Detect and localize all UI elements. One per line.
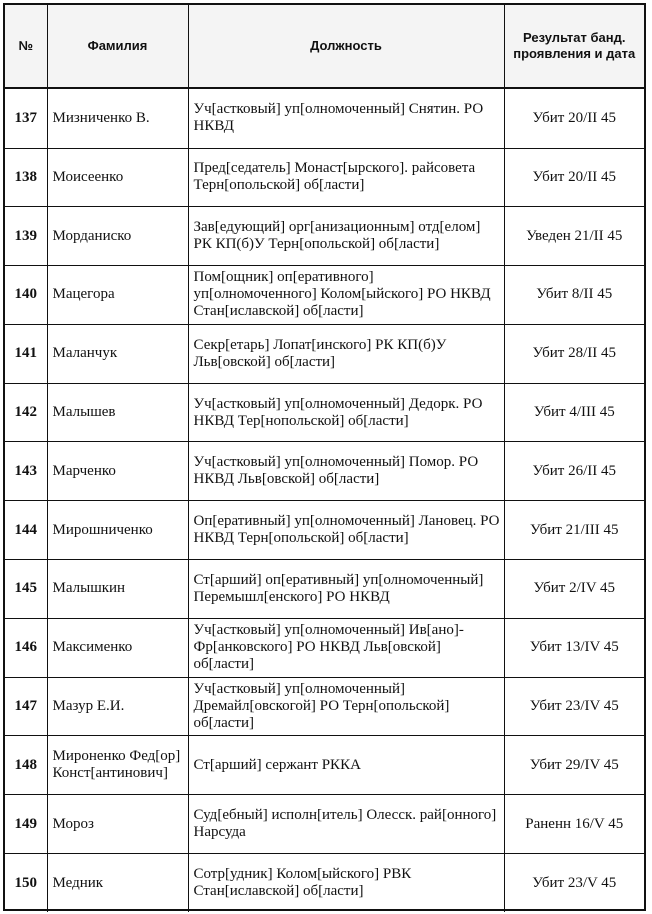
row-number: 145 — [5, 560, 47, 619]
row-result: Убит 29/IV 45 — [504, 736, 644, 795]
row-result: Убит 13/IV 45 — [504, 618, 644, 677]
row-number: 147 — [5, 677, 47, 736]
row-surname: Мироненко Фед[ор] Конст[антинович] — [47, 736, 188, 795]
row-result: Убит 20/II 45 — [504, 148, 644, 207]
row-surname: Маланчук — [47, 324, 188, 383]
row-number: 149 — [5, 795, 47, 854]
row-result: Убит 23/IV 45 — [504, 677, 644, 736]
row-surname: Морданиско — [47, 207, 188, 266]
row-number: 139 — [5, 207, 47, 266]
row-result: Убит 28/II 45 — [504, 324, 644, 383]
row-position: Уч[астковый] уп[олномоченный] Ив[ано]-Фр[анковского] РО НКВД Льв[овской] об[ласти] — [188, 618, 504, 677]
table-row — [5, 854, 644, 913]
row-position: Суд[ебный] исполн[итель] Олесск. рай[онного] Нарсуда — [188, 795, 504, 854]
header-position: Должность — [188, 5, 504, 88]
row-position: Уч[астковый] уп[олномоченный] Дремайл[овскогой] РО Терн[опольской] об[ласти] — [188, 677, 504, 736]
row-surname: Марченко — [47, 442, 188, 501]
header-result: Результат банд. проявления и дата — [504, 5, 644, 88]
row-result: Убит 20/II 45 — [504, 88, 644, 148]
row-surname: Максименко — [47, 618, 188, 677]
row-number: 137 — [5, 88, 47, 148]
row-surname: Мирошниченко — [47, 501, 188, 560]
row-result: Уведен 21/II 45 — [504, 207, 644, 266]
row-result: Раненн 16/V 45 — [504, 795, 644, 854]
table-row — [5, 501, 644, 560]
table-row — [5, 560, 644, 619]
row-number: 146 — [5, 618, 47, 677]
row-surname: Малышкин — [47, 560, 188, 619]
table-header-row — [5, 5, 644, 88]
row-number: 144 — [5, 501, 47, 560]
row-surname: Моисеенко — [47, 148, 188, 207]
row-number: 140 — [5, 266, 47, 325]
header-number: № — [5, 5, 47, 88]
table-row — [5, 324, 644, 383]
row-result: Убит 21/III 45 — [504, 501, 644, 560]
row-position: Сотр[удник] Колом[ыйского] РВК Стан[иславской] об[ласти] — [188, 854, 504, 913]
row-result: Убит 23/V 45 — [504, 854, 644, 913]
row-number: 143 — [5, 442, 47, 501]
table-row — [5, 148, 644, 207]
row-result: Убит 26/II 45 — [504, 442, 644, 501]
table-row — [5, 677, 644, 736]
table-row — [5, 207, 644, 266]
table-row — [5, 88, 644, 148]
row-number: 148 — [5, 736, 47, 795]
casualty-table — [5, 5, 644, 912]
row-position: Секр[етарь] Лопат[инского] РК КП(б)У Льв[овской] об[ласти] — [188, 324, 504, 383]
row-result: Убит 4/III 45 — [504, 383, 644, 442]
row-surname: Мацегора — [47, 266, 188, 325]
row-surname: Мизниченко В. — [47, 88, 188, 148]
row-number: 141 — [5, 324, 47, 383]
row-position: Зав[едующий] орг[анизационным] отд[елом] РК КП(б)У Терн[опольской] об[ласти] — [188, 207, 504, 266]
row-position: Ст[арший] сержант РККА — [188, 736, 504, 795]
table-row — [5, 383, 644, 442]
row-result: Убит 2/IV 45 — [504, 560, 644, 619]
row-position: Пом[ощник] оп[еративного] уп[олномоченного] Колом[ыйского] РО НКВД Стан[иславской] об[ласти] — [188, 266, 504, 325]
row-number: 138 — [5, 148, 47, 207]
row-result: Убит 8/II 45 — [504, 266, 644, 325]
row-position: Уч[астковый] уп[олномоченный] Помор. РО НКВД Льв[овской] об[ласти] — [188, 442, 504, 501]
row-position: Уч[астковый] уп[олномоченный] Снятин. РО НКВД — [188, 88, 504, 148]
row-surname: Медник — [47, 854, 188, 913]
header-surname: Фамилия — [47, 5, 188, 88]
document-page — [3, 3, 646, 911]
row-number: 150 — [5, 854, 47, 913]
row-position: Оп[еративный] уп[олномоченный] Лановец. РО НКВД Терн[опольской] об[ласти] — [188, 501, 504, 560]
table-row — [5, 618, 644, 677]
row-position: Ст[арший] оп[еративный] уп[олномоченный] Перемышл[енского] РО НКВД — [188, 560, 504, 619]
row-surname: Мороз — [47, 795, 188, 854]
table-row — [5, 266, 644, 325]
table-row — [5, 795, 644, 854]
row-number: 142 — [5, 383, 47, 442]
table-row — [5, 736, 644, 795]
row-position: Уч[астковый] уп[олномоченный] Дедорк. РО НКВД Тер[нопольской] об[ласти] — [188, 383, 504, 442]
row-surname: Малышев — [47, 383, 188, 442]
row-position: Пред[седатель] Монаст[ырского]. райсовета Терн[опольской] об[ласти] — [188, 148, 504, 207]
row-surname: Мазур Е.И. — [47, 677, 188, 736]
table-row — [5, 442, 644, 501]
